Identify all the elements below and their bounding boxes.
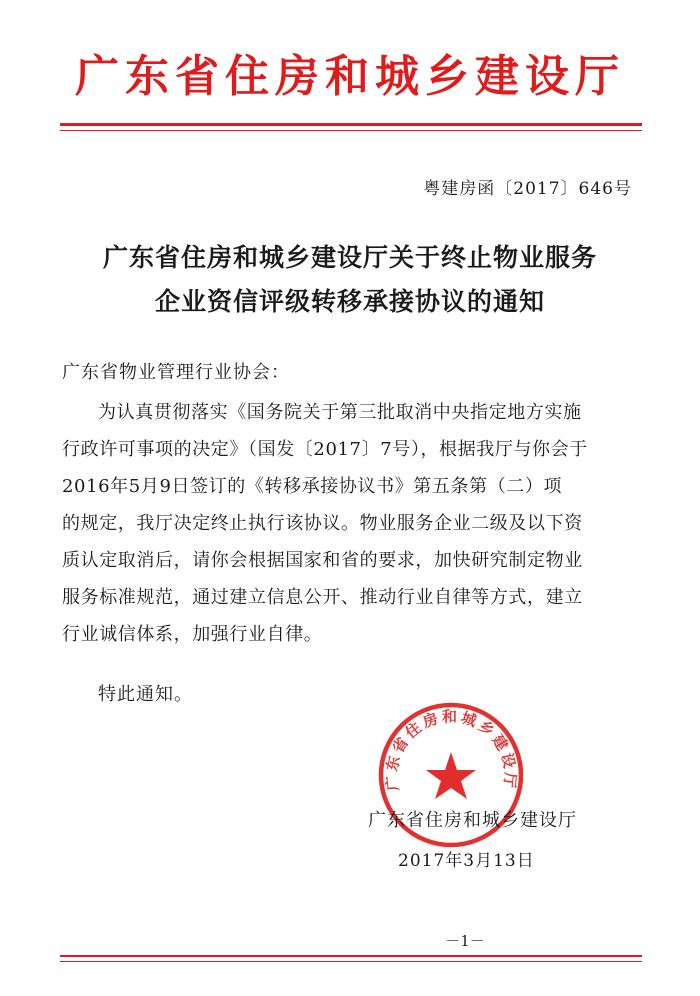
signature-date: 2017年3月13日	[398, 851, 535, 871]
body-line: 质认定取消后，请你会根据国家和省的要求，加快研究制定物业	[62, 550, 583, 571]
body-line: 的规定，我厅决定终止执行该协议。物业服务企业二级及以下资	[62, 513, 583, 534]
document-number: 粤建房函〔2017〕646号	[423, 179, 632, 199]
body-paragraph	[62, 394, 642, 653]
page-number: －1－	[445, 932, 485, 950]
document-title-line: 企业资信评级转移承接协议的通知	[154, 287, 545, 316]
signer-organization: 广东省住房和城乡建设厅	[368, 810, 577, 831]
body-line: 为认真贯彻落实《国务院关于第三批取消中央指定地方实施	[98, 402, 582, 423]
salutation: 广东省物业管理行业协会：	[62, 362, 290, 383]
closing-remark: 特此通知。	[98, 684, 193, 705]
footer-red-rule-thin	[60, 961, 642, 962]
body-line: 2016年5月9日签订的《转移承接协议书》第五条第（二）项	[62, 476, 563, 497]
body-line: 行政许可事项的决定》（国发〔2017〕7号），根据我厅与你会于	[62, 439, 588, 460]
document-title-line: 广东省住房和城乡建设厅关于终止物业服务	[102, 243, 597, 272]
footer-red-rule	[60, 955, 642, 957]
letterhead-title: 广东省住房和城乡建设厅	[75, 51, 625, 102]
document-title	[0, 236, 700, 324]
body-line: 行业诚信体系，加强行业自律。	[62, 624, 323, 645]
body-line: 服务标准规范，通过建立信息公开、推动行业自律等方式，建立	[62, 587, 583, 608]
letterhead-red-rule	[60, 123, 642, 126]
seal-text: 广东省住房和城乡建设厅	[382, 707, 520, 792]
letterhead-red-rule-thin	[60, 130, 642, 131]
